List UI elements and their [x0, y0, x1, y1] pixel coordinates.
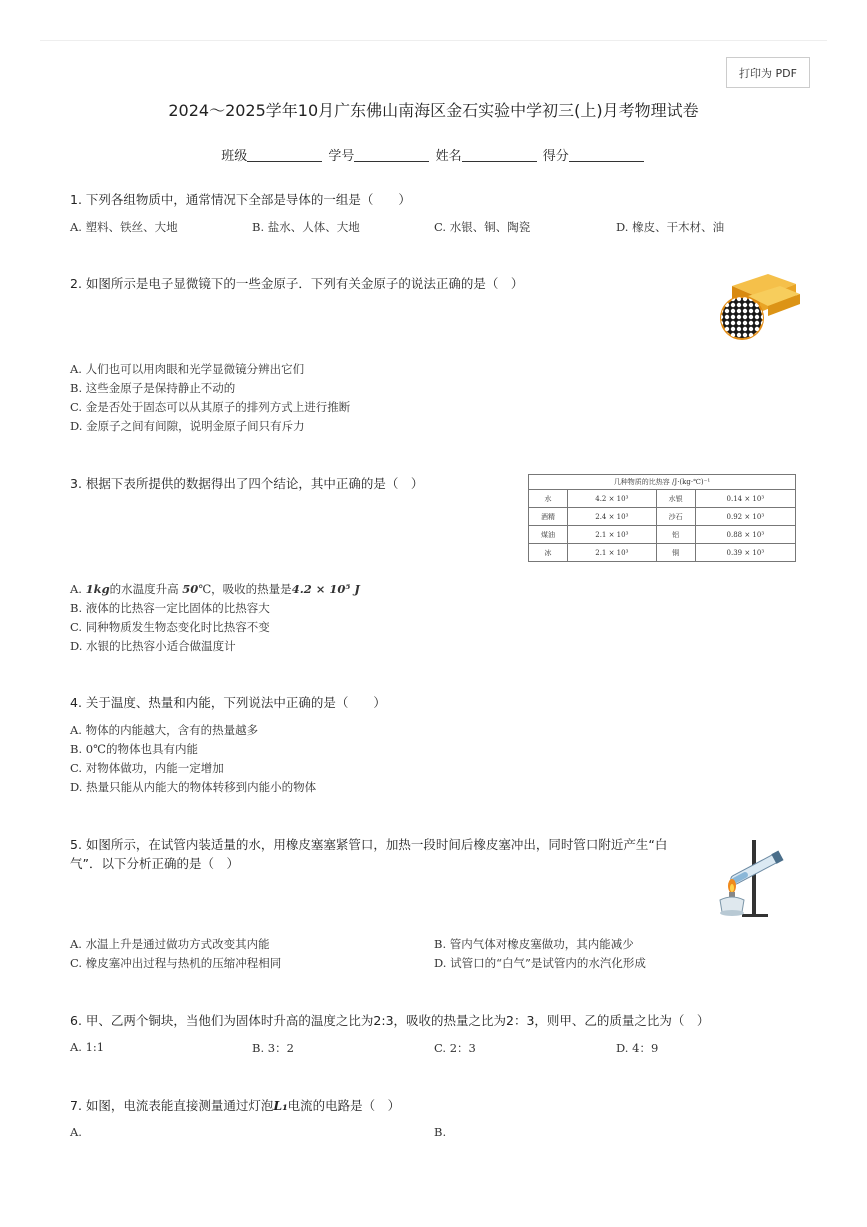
q6-option-b[interactable]: B. 3：2	[252, 1041, 294, 1055]
q7-option-a[interactable]: A.	[70, 1125, 82, 1139]
question-1-stem: 1. 下列各组物质中，通常情况下全部是导体的一组是（ ）	[70, 192, 411, 207]
q6-option-d[interactable]: D. 4：9	[616, 1041, 659, 1055]
test-tube-apparatus-image	[712, 836, 788, 920]
table-caption: 几种物质的比热容 /J·(kg·℃)⁻¹	[529, 475, 796, 490]
table-cell: 0.14 × 10³	[695, 490, 795, 508]
score-blank	[569, 148, 644, 162]
table-cell: 酒精	[529, 508, 568, 526]
number-label: 学号	[328, 149, 355, 164]
score-label: 得分	[542, 149, 569, 164]
q6-option-a[interactable]: A. 1:1	[70, 1040, 105, 1054]
table-cell: 4.2 × 10³	[567, 490, 656, 508]
q3-option-a-letter: A.	[70, 582, 82, 596]
table-cell: 0.92 × 10³	[695, 508, 795, 526]
q1-option-c[interactable]: C. 水银、铜、陶瓷	[434, 220, 531, 234]
q5-option-d[interactable]: D. 试管口的“白气”是试管内的水汽化形成	[434, 956, 646, 970]
q3-option-c[interactable]: C. 同种物质发生物态变化时比热容不变	[70, 620, 270, 634]
table-row	[529, 490, 796, 508]
table-cell: 2.1 × 10³	[567, 526, 656, 544]
question-2-stem: 2. 如图所示是电子显微镜下的一些金原子．下列有关金原子的说法正确的是（ ）	[70, 276, 524, 291]
q4-option-a[interactable]: A. 物体的内能越大，含有的热量越多	[70, 723, 259, 737]
q3-option-a-text1: 的水温度升高	[109, 582, 179, 596]
table-cell: 水	[529, 490, 568, 508]
q4-option-d[interactable]: D. 热量只能从内能大的物体转移到内能小的物体	[70, 780, 317, 794]
question-6-stem: 6. 甲、乙两个铜块，当他们为固体时升高的温度之比为2:3，吸收的热量之比为2：3，则甲、乙的质量之比为（ ）	[70, 1013, 710, 1028]
q1-option-b[interactable]: B. 盐水、人体、大地	[252, 220, 360, 234]
table-cell: 2.4 × 10³	[567, 508, 656, 526]
q4-option-c[interactable]: C. 对物体做功，内能一定增加	[70, 761, 224, 775]
q3-option-d[interactable]: D. 水银的比热容小适合做温度计	[70, 639, 236, 653]
math-lamp-l1: L₁	[273, 1098, 288, 1113]
number-blank	[354, 148, 429, 162]
math-heat: 4.2 × 10⁵ J	[291, 582, 360, 596]
q2-option-d[interactable]: D. 金原子之间有间隙，说明金原子间只有斥力	[70, 419, 305, 433]
q3-option-b[interactable]: B. 液体的比热容一定比固体的比热容大	[70, 601, 270, 615]
table-row	[529, 526, 796, 544]
question-5-stem-line2: 气”．以下分析正确的是（ ）	[70, 856, 239, 871]
question-3-stem: 3. 根据下表所提供的数据得出了四个结论，其中正确的是（ ）	[70, 476, 424, 491]
q3-option-a-text2: ℃，吸收的热量是	[198, 582, 292, 596]
table-cell: 2.1 × 10³	[567, 544, 656, 562]
table-cell: 沙石	[656, 508, 695, 526]
q5-option-b[interactable]: B. 管内气体对橡皮塞做功，其内能减少	[434, 937, 634, 951]
page-title: 2024～2025学年10月广东佛山南海区金石实验中学初三(上)月考物理试卷	[168, 101, 699, 120]
q5-option-a[interactable]: A. 水温上升是通过做功方式改变其内能	[70, 937, 270, 951]
table-cell: 冰	[529, 544, 568, 562]
math-mass: 1kg	[85, 582, 110, 596]
q6-option-c[interactable]: C. 2：3	[434, 1041, 476, 1055]
q7-stem-post: 电流的电路是（ ）	[287, 1098, 401, 1113]
name-label: 姓名	[435, 149, 462, 164]
gold-atoms-image	[718, 272, 802, 344]
table-cell: 0.88 × 10³	[695, 526, 795, 544]
q4-option-b[interactable]: B. 0℃的物体也具有内能	[70, 742, 198, 756]
class-label: 班级	[221, 149, 248, 164]
q3-option-a[interactable]	[70, 581, 360, 597]
name-blank	[462, 148, 537, 162]
table-row	[529, 508, 796, 526]
specific-heat-table	[528, 474, 796, 562]
question-5-stem-line1: 5. 如图所示，在试管内装适量的水，用橡皮塞塞紧管口，加热一段时间后橡皮塞冲出，同时管口附近产生“白	[70, 837, 668, 852]
table-row	[529, 544, 796, 562]
table-cell: 煤油	[529, 526, 568, 544]
top-divider	[40, 40, 827, 41]
print-pdf-button[interactable]: 打印为 PDF	[726, 57, 810, 88]
q1-option-d[interactable]: D. 橡皮、干木材、油	[616, 220, 725, 234]
student-info-row	[0, 145, 867, 164]
math-temperature: 50	[182, 582, 199, 596]
q5-option-c[interactable]: C. 橡皮塞冲出过程与热机的压缩冲程相同	[70, 956, 282, 970]
question-4-stem: 4. 关于温度、热量和内能，下列说法中正确的是（ ）	[70, 695, 386, 710]
q7-stem-pre: 7. 如图，电流表能直接测量通过灯泡	[70, 1098, 274, 1113]
table-cell: 水银	[656, 490, 695, 508]
table-cell: 铜	[656, 544, 695, 562]
q2-option-c[interactable]: C. 金是否处于固态可以从其原子的排列方式上进行推断	[70, 400, 351, 414]
class-blank	[247, 148, 322, 162]
question-7-stem	[70, 1096, 400, 1115]
q2-option-a[interactable]: A. 人们也可以用肉眼和光学显微镜分辨出它们	[70, 362, 305, 376]
q1-option-a[interactable]: A. 塑料、铁丝、大地	[70, 220, 178, 234]
q7-option-b[interactable]: B.	[434, 1125, 447, 1139]
q2-option-b[interactable]: B. 这些金原子是保持静止不动的	[70, 381, 236, 395]
table-cell: 0.39 × 10³	[695, 544, 795, 562]
table-cell: 铝	[656, 526, 695, 544]
